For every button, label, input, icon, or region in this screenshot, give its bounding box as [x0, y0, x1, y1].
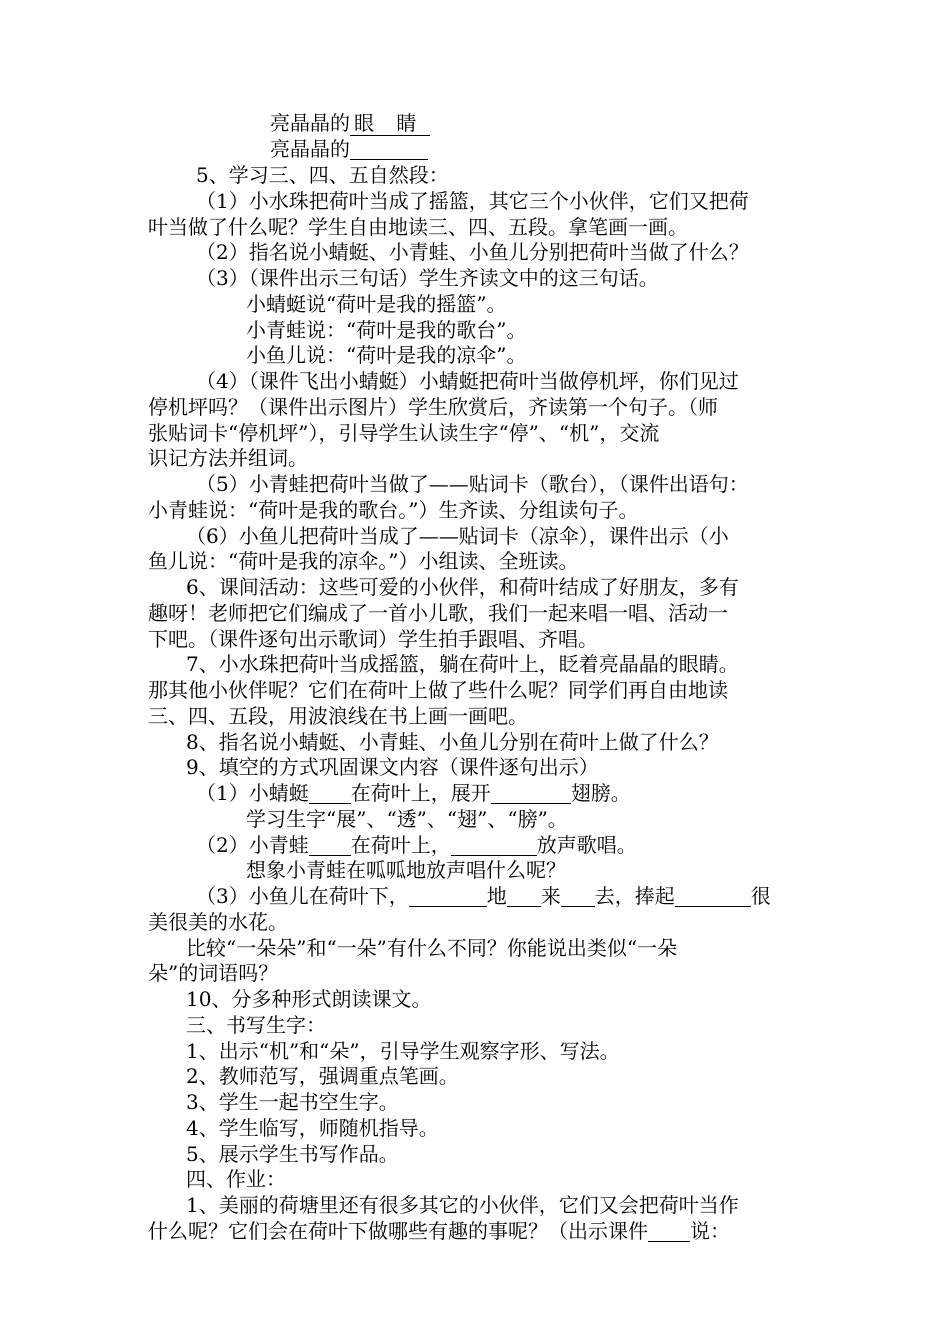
fill-in-blank — [451, 835, 537, 856]
line-text: 1、美丽的荷塘里还有很多其它的小伙伴，它们又会把荷叶当作 — [186, 1193, 739, 1217]
fill-in-blank — [309, 835, 351, 856]
line-text: （2）小青蛙 — [196, 833, 309, 857]
line-text: 三、四、五段，用波浪线在书上画一画吧。 — [148, 704, 528, 728]
line-text: 10、分多种形式朗读课文。 — [186, 987, 432, 1011]
line-text: 那其他小伙伴呢？它们在荷叶上做了些什么呢？同学们再自由地读 — [148, 678, 728, 702]
fill-in-blank — [507, 886, 541, 907]
line-text: 亮晶晶的 — [270, 111, 350, 135]
line-text: 小鱼儿说：“荷叶是我的凉伞”。 — [246, 343, 527, 367]
line-text: 7、小水珠把荷叶当成摇篮，躺在荷叶上，眨着亮晶晶的眼睛。 — [186, 652, 739, 676]
line-text: （2）指名说小蜻蜓、小青蛙、小鱼儿分别把荷叶当做了什么？ — [196, 240, 749, 264]
line-text: 什么呢？它们会在荷叶下做哪些有趣的事呢？（出示课件 — [148, 1219, 648, 1243]
line-text: （1）小蜻蜓 — [196, 781, 309, 805]
line-text: 三、书写生字： — [186, 1013, 326, 1037]
underlined-answer: 眼 睛 — [350, 111, 430, 136]
line-text: （4）（课件飞出小蜻蜓）小蜻蜓把荷叶当做停机坪，你们见过 — [196, 369, 739, 393]
fill-in-blank — [309, 783, 351, 804]
line-text: 很 — [750, 884, 771, 908]
line-text: 5、学习三、四、五自然段： — [196, 163, 449, 187]
line-text: 美很美的水花。 — [148, 910, 288, 934]
fill-in-blank — [491, 783, 571, 804]
line-text: 来 — [540, 884, 561, 908]
line-text: （5）小青蛙把荷叶当做了——贴词卡（歌台），（课件出语句： — [196, 472, 749, 496]
fill-in-blank — [561, 886, 595, 907]
fill-in-blank — [675, 886, 751, 907]
line-text: 1、出示“机”和“朵”，引导学生观察字形、写法。 — [186, 1039, 620, 1063]
line-text: 说： — [690, 1219, 730, 1243]
line-text: 鱼儿说：“荷叶是我的凉伞。”）小组读、全班读。 — [148, 549, 579, 573]
line-text: 停机坪吗？（课件出示图片）学生欣赏后，齐读第一个句子。（师 — [148, 395, 718, 419]
line-text: 小青蛙说：“荷叶是我的歌台。”）生齐读、分组读句子。 — [148, 498, 639, 522]
line-text: 趣呀！老师把它们编成了一首小儿歌，我们一起来唱一唱、活动一 — [148, 601, 728, 625]
line-text: 在荷叶上， — [350, 833, 451, 857]
line-text: 四、作业： — [186, 1167, 286, 1191]
line-text: （1）小水珠把荷叶当成了摇篮，其它三个小伙伴，它们又把荷 — [196, 189, 749, 213]
line-text: 5、展示学生书写作品。 — [186, 1142, 399, 1166]
line-text: 识记方法并组词。 — [148, 446, 308, 470]
line-text: 去，捧起 — [594, 884, 675, 908]
line-text: 小蜻蜓说“荷叶是我的摇篮”。 — [246, 292, 507, 316]
line-text: 学习生字“展”、“透”、“翅”、“膀”。 — [246, 807, 568, 831]
line-text: 6、课间活动：这些可爱的小伙伴，和荷叶结成了好朋友，多有 — [186, 575, 739, 599]
line-text: 2、教师范写，强调重点笔画。 — [186, 1064, 459, 1088]
line-text: 9、填空的方式巩固课文内容（课件逐句出示） — [186, 755, 599, 779]
text-line — [148, 1216, 808, 1246]
line-text: 叶当做了什么呢？学生自由地读三、四、五段。拿笔画一画。 — [148, 215, 688, 239]
line-text: 4、学生临写，师随机指导。 — [186, 1116, 439, 1140]
line-text: 翅膀。 — [570, 781, 631, 805]
line-text: 亮晶晶的 — [270, 137, 350, 161]
line-text: 下吧。（课件逐句出示歌词）学生拍手跟唱、齐唱。 — [148, 627, 598, 651]
line-text: 在荷叶上，展开 — [350, 781, 491, 805]
line-text: 放声歌唱。 — [536, 833, 637, 857]
line-text: （3）（课件出示三句话）学生齐读文中的这三句话。 — [196, 266, 659, 290]
fill-in-blank — [350, 139, 428, 160]
fill-in-blank — [648, 1221, 690, 1242]
line-text: 朵”的词语吗？ — [148, 961, 279, 985]
line-text: 8、指名说小蜻蜓、小青蛙、小鱼儿分别在荷叶上做了什么？ — [186, 730, 719, 754]
line-text: 小青蛙说：“荷叶是我的歌台”。 — [246, 318, 527, 342]
fill-in-blank — [409, 886, 487, 907]
line-text: 比较“一朵朵”和“一朵”有什么不同？你能说出类似“一朵 — [186, 936, 678, 960]
line-text: 想象小青蛙在呱呱地放声唱什么呢？ — [246, 858, 566, 882]
line-text: 地 — [486, 884, 507, 908]
line-text: 3、学生一起书空生字。 — [186, 1090, 399, 1114]
line-text: （3）小鱼儿在荷叶下， — [196, 884, 409, 908]
line-text: （6）小鱼儿把荷叶当成了——贴词卡（凉伞），课件出示（小 — [186, 524, 729, 548]
line-text: 张贴词卡“停机坪”），引导学生认读生字“停”、“机”，交流 — [148, 421, 660, 445]
